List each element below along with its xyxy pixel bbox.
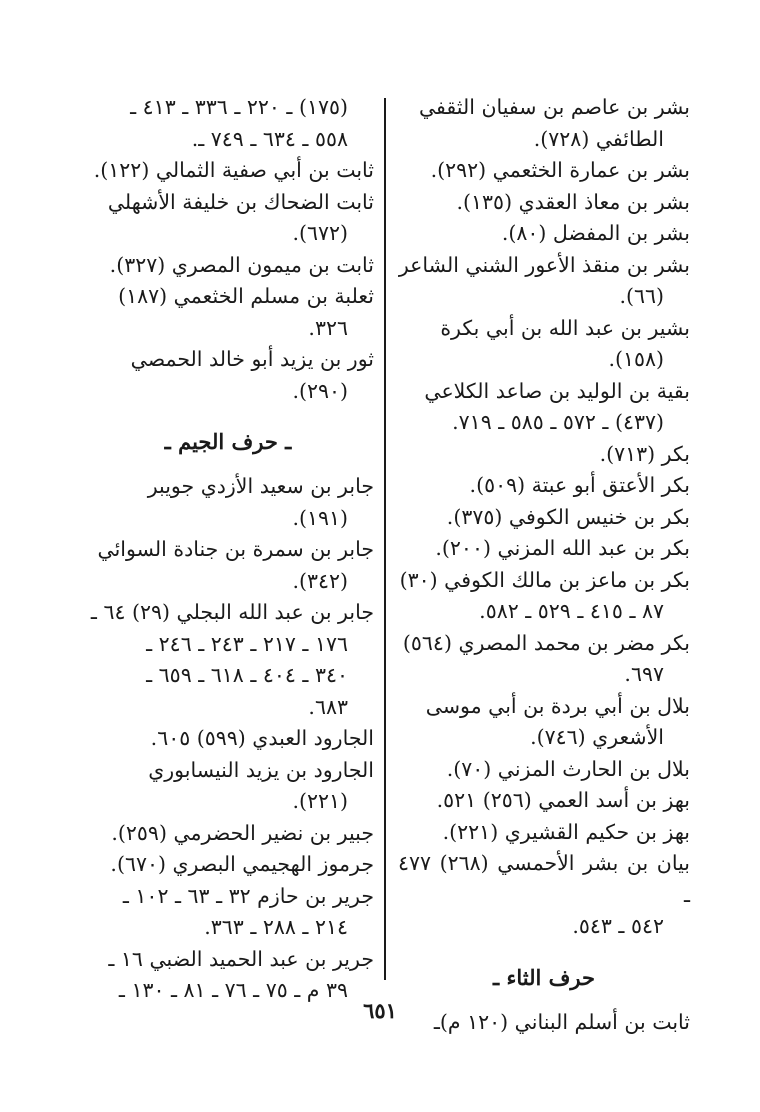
entry-name: بقية بن الوليد بن صاعد الكلاعي <box>424 378 690 403</box>
entry-pages: (٦٦). <box>619 284 664 308</box>
entry-name: جبير بن نضير الحضرمي (٢٥٩). <box>111 820 374 845</box>
entry-pages: (٣٤٢). <box>292 568 348 593</box>
entry-name: جرير بن حازم ٣٢ ـ ٦٣ ـ ١٠٢ ـ <box>122 883 374 908</box>
index-entry <box>82 471 374 534</box>
index-entry <box>398 817 690 849</box>
index-entry <box>82 281 374 344</box>
section-heading: ـ حرف الجيم ـ <box>164 429 292 454</box>
entry-pages: ٨٧ ـ ٤١٥ ـ ٥٢٩ ـ ٥٨٢. <box>479 599 664 623</box>
entry-name: بشر بن المفضل (٨٠). <box>501 221 690 245</box>
entry-pages: ٣٢٦. <box>308 315 348 340</box>
entry-name: ثابت بن أبي صفية الثمالي (١٢٢). <box>93 158 374 182</box>
entry-name: جرموز الهجيمي البصري (٦٧٠). <box>110 852 374 876</box>
entry-name: بكر بن خنيس الكوفي (٣٧٥). <box>446 504 690 529</box>
entry-name: بهز بن أسد العمي (٢٥٦) ٥٢١. <box>436 788 690 812</box>
entry-pages: ٥٥٨ ـ ٦٣٤ ـ ٧٤٩ ـ. <box>191 126 348 151</box>
entry-pages: (٢٩٠). <box>292 378 348 403</box>
right-column <box>398 92 690 1038</box>
entry-name: بكر بن عبد الله المزني (٢٠٠). <box>435 536 690 560</box>
entry-name: بشير بن عبد الله بن أبي بكرة <box>440 315 690 340</box>
entry-name: الجارود بن يزيد النيسابوري <box>148 757 374 782</box>
entry-name: الجارود العبدي (٥٩٩) ٦٠٥. <box>150 726 374 750</box>
index-entry <box>398 533 690 565</box>
entry-name: (١٧٥) ـ ٢٢٠ ـ ٣٣٦ ـ ٤١٣ ـ <box>130 95 348 119</box>
entry-name: جابر بن سعيد الأزدي جويبر <box>147 474 374 498</box>
entry-name: بكر الأعتق أبو عبتة (٥٠٩). <box>469 473 690 497</box>
entry-name: ثابت الضحاك بن خليفة الأشهلي <box>107 189 374 214</box>
index-entry <box>398 628 690 691</box>
entry-name: بشر بن معاذ العقدي (١٣٥). <box>456 189 690 214</box>
index-entry <box>398 848 690 943</box>
entry-pages: ٢١٤ ـ ٢٨٨ ـ ٣٦٣. <box>204 915 348 939</box>
entry-name: بلال بن الحارث المزني (٧٠). <box>446 756 690 781</box>
page-number: ٦٥١ <box>363 998 397 1023</box>
index-entry <box>82 534 374 597</box>
entry-pages: (١٩١). <box>292 505 348 530</box>
entry-pages: ٣٤٠ ـ ٤٠٤ ـ ٦١٨ ـ ٦٥٩ ـ <box>146 663 348 687</box>
entry-name: بكر (٧١٣). <box>599 441 690 466</box>
section-heading: حرف الثاء ـ <box>493 964 595 990</box>
left-column <box>82 92 374 1007</box>
index-entry <box>82 723 374 755</box>
entry-name: بشر بن عمارة الخثعمي (٢٩٢). <box>430 158 690 182</box>
column-divider <box>384 98 386 980</box>
entry-name: ثور بن يزيد أبو خالد الحمصي <box>130 347 374 371</box>
index-entry <box>398 92 690 155</box>
entry-pages: ٥٤٢ ـ ٥٤٣. <box>572 914 664 938</box>
index-entry <box>398 691 690 754</box>
index-entry <box>398 187 690 219</box>
index-entry <box>82 849 374 881</box>
entry-pages: (٤٣٧) ـ ٥٧٢ ـ ٥٨٥ ـ ٧١٩. <box>452 410 664 434</box>
entry-name: بشر بن عاصم بن سفيان الثقفي <box>418 95 690 119</box>
index-entry <box>82 597 374 723</box>
entry-name: بيان بن بشر الأحمسي (٢٦٨) ٤٧٧ ـ <box>398 851 690 907</box>
entry-pages: ١٧٦ ـ ٢١٧ ـ ٢٤٣ ـ ٢٤٦ ـ <box>146 631 348 656</box>
index-entry <box>398 218 690 250</box>
index-entry <box>82 250 374 282</box>
entry-pages: ٦٩٧. <box>624 662 664 686</box>
index-entry <box>398 785 690 817</box>
entry-pages: (٦٧٢). <box>292 221 348 245</box>
index-entry <box>82 881 374 944</box>
index-entry <box>398 313 690 376</box>
entry-name: بلال بن أبي بردة بن أبي موسى <box>425 693 690 718</box>
entry-name: بهز بن حكيم القشيري (٢٢١). <box>442 819 690 844</box>
index-entry <box>398 754 690 786</box>
entry-pages: (٢٢١). <box>292 789 348 813</box>
entry-pages: الطائفي (٧٢٨). <box>533 126 664 151</box>
index-entry <box>398 439 690 471</box>
entry-name: ثابت بن أسلم البناني (١٢٠ م)ـ <box>433 1009 690 1034</box>
index-entry <box>82 155 374 187</box>
entry-pages: (١٥٨). <box>608 347 664 371</box>
index-entry <box>82 818 374 850</box>
entry-name: ثابت بن ميمون المصري (٣٢٧). <box>109 252 374 277</box>
index-entry <box>398 565 690 628</box>
entry-name: ثعلبة بن مسلم الخثعمي (١٨٧) <box>118 284 374 308</box>
index-entry <box>398 250 690 313</box>
entry-name: جرير بن عبد الحميد الضبي ١٦ ـ <box>108 946 374 971</box>
entry-pages: ٦٨٣. <box>308 694 348 719</box>
index-entry <box>82 187 374 250</box>
entry-name: بكر مضر بن محمد المصري (٥٦٤) <box>402 630 690 655</box>
index-entry <box>82 344 374 407</box>
index-entry <box>398 155 690 187</box>
entry-pages: الأشعري (٧٤٦). <box>530 725 664 749</box>
entry-pages: ٣٩ م ـ ٧٥ ـ ٧٦ ـ ٨١ ـ ١٣٠ ـ <box>118 978 348 1002</box>
index-entry <box>82 92 374 155</box>
entry-name: بشر بن منقذ الأعور الشني الشاعر <box>398 252 690 277</box>
index-entry <box>398 376 690 439</box>
index-entry <box>398 470 690 502</box>
index-entry <box>398 502 690 534</box>
index-entry <box>82 755 374 818</box>
entry-name: بكر بن ماعز بن مالك الكوفي (٣٠) <box>399 567 690 592</box>
entry-name: جابر بن سمرة بن جنادة السوائي <box>97 537 374 561</box>
entry-name: جابر بن عبد الله البجلي (٢٩) ٦٤ ـ <box>90 600 374 624</box>
